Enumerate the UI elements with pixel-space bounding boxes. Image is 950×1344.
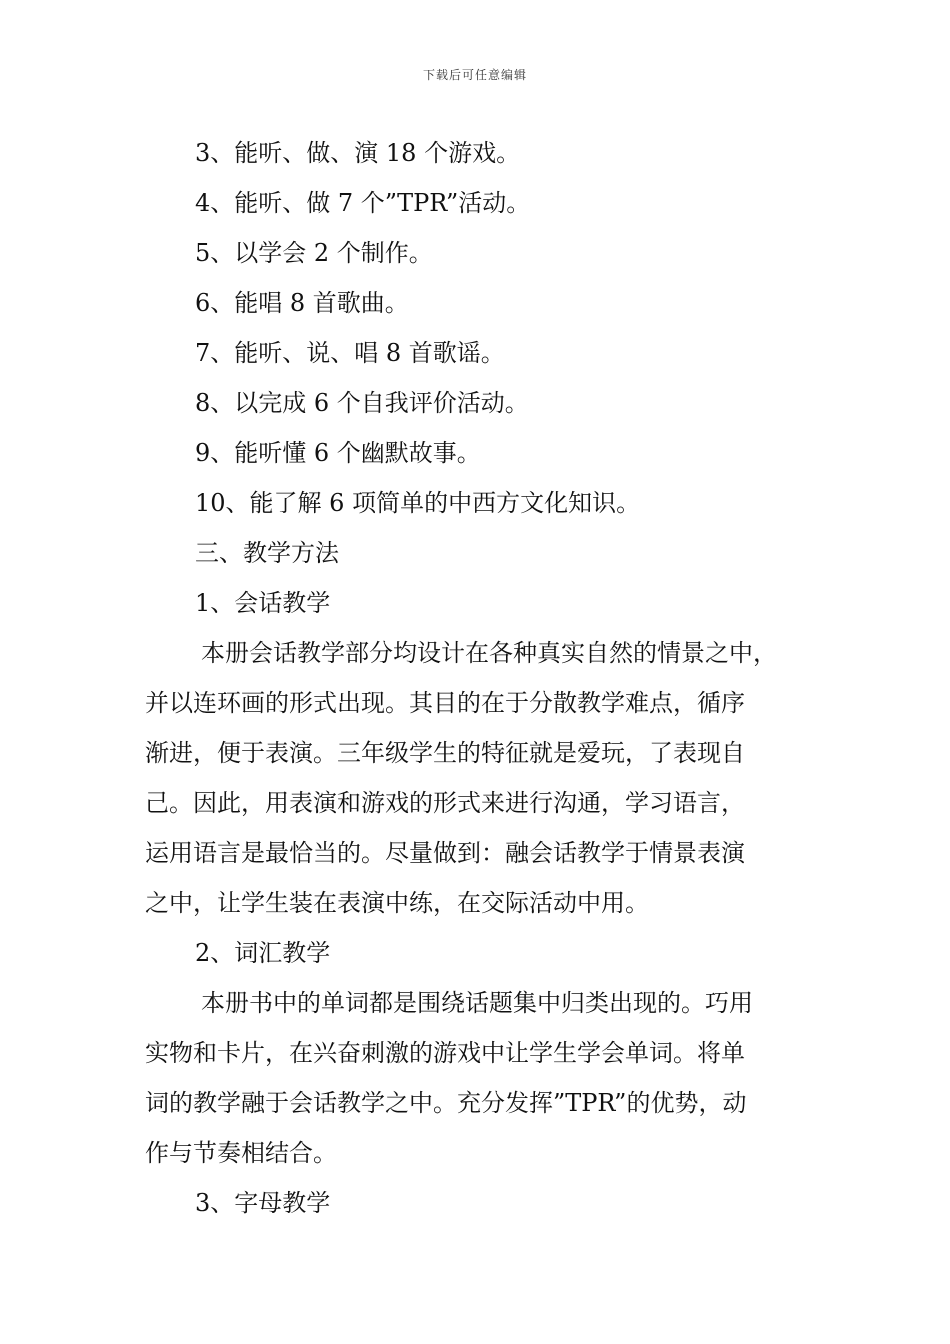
paragraph-line: 词的教学融于会话教学之中。充分发挥”TPR”的优势，动 bbox=[145, 1089, 747, 1117]
paragraph-line: 作与节奏相结合。 bbox=[145, 1139, 337, 1167]
section-heading-teaching-methods: 三、教学方法 bbox=[195, 539, 339, 567]
paragraph-line: 本册会话教学部分均设计在各种真实自然的情景之中， bbox=[201, 639, 777, 667]
paragraph-line: 实物和卡片，在兴奋刺激的游戏中让学生学会单词。将单 bbox=[145, 1039, 745, 1067]
paragraph-line: 本册书中的单词都是围绕话题集中归类出现的。巧用 bbox=[201, 989, 753, 1017]
list-item-goal-8: 8、以完成 6 个自我评价活动。 bbox=[195, 389, 529, 417]
paragraph-line: 并以连环画的形式出现。其目的在于分散教学难点，循序 bbox=[145, 689, 745, 717]
document-body bbox=[145, 128, 815, 1228]
list-item-goal-3: 3、能听、做、演 18 个游戏。 bbox=[195, 139, 521, 167]
list-item-goal-7: 7、能听、说、唱 8 首歌谣。 bbox=[195, 339, 505, 367]
list-item-goal-10: 10、能了解 6 项简单的中西方文化知识。 bbox=[195, 489, 641, 517]
paragraph-line: 渐进，便于表演。三年级学生的特征就是爱玩，了表现自 bbox=[145, 739, 745, 767]
list-item-goal-9: 9、能听懂 6 个幽默故事。 bbox=[195, 439, 481, 467]
list-item-goal-5: 5、以学会 2 个制作。 bbox=[195, 239, 433, 267]
paragraph-line: 运用语言是最恰当的。尽量做到：融会话教学于情景表演 bbox=[145, 839, 745, 867]
paragraph-line: 己。因此，用表演和游戏的形式来进行沟通，学习语言， bbox=[145, 789, 745, 817]
paragraph-line: 之中，让学生装在表演中练，在交际活动中用。 bbox=[145, 889, 649, 917]
list-item-goal-6: 6、能唱 8 首歌曲。 bbox=[195, 289, 409, 317]
page-header-note: 下载后可任意编辑 bbox=[422, 68, 527, 82]
list-item-goal-4: 4、能听、做 7 个”TPR”活动。 bbox=[195, 189, 531, 217]
subheading-alphabet-teaching: 3、字母教学 bbox=[195, 1189, 331, 1217]
subheading-conversation-teaching: 1、会话教学 bbox=[195, 589, 331, 617]
subheading-vocabulary-teaching: 2、词汇教学 bbox=[195, 939, 331, 967]
